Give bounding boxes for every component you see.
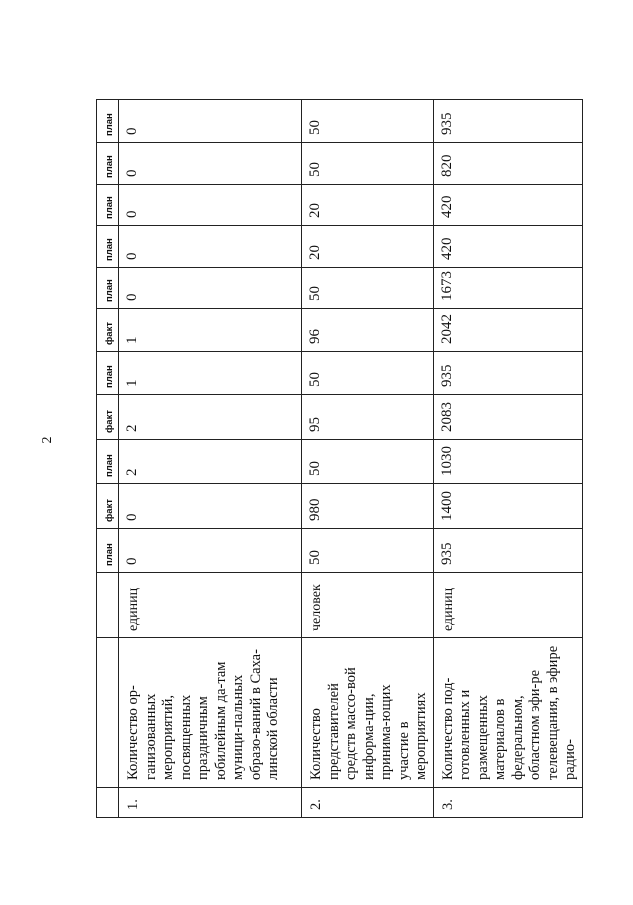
value-cell: 50 <box>302 352 434 395</box>
header-cell: факт <box>97 309 119 352</box>
header-cell: факт <box>97 484 119 529</box>
rotated-table-container <box>96 100 579 818</box>
header-cell: план <box>97 268 119 309</box>
row-unit: единиц <box>433 573 582 638</box>
header-no <box>97 788 119 818</box>
table-row <box>119 100 302 818</box>
value-cell: 50 <box>302 100 434 143</box>
value-cell: 820 <box>433 143 582 185</box>
value-cell: 420 <box>433 226 582 268</box>
value-cell: 0 <box>119 529 302 573</box>
value-cell: 980 <box>302 484 434 529</box>
indicators-table <box>96 99 583 818</box>
value-cell: 1030 <box>433 440 582 484</box>
header-cell: план <box>97 352 119 395</box>
header-cell: факт <box>97 395 119 440</box>
value-cell: 935 <box>433 529 582 573</box>
header-cell: план <box>97 440 119 484</box>
value-cell: 50 <box>302 143 434 185</box>
value-cell: 0 <box>119 185 302 226</box>
row-description: Количество ор-ганизованных мероприятий, посвященных праздничным юбилейным да-там муници-пальных образо-ваний в Саха-линской области <box>119 638 302 788</box>
row-description: Количество под-готовленных и размещенных материалов в федеральном, областном эфи-ре телевещания, в эфире радио- <box>433 638 582 788</box>
value-cell: 50 <box>302 529 434 573</box>
value-cell: 0 <box>119 143 302 185</box>
row-description: Количество представителей средств массо-вой информа-ции, принима-ющих участие в мероприятиях <box>302 638 434 788</box>
value-cell: 2 <box>119 395 302 440</box>
value-cell: 20 <box>302 185 434 226</box>
value-cell: 0 <box>119 226 302 268</box>
value-cell: 1673 <box>433 268 582 309</box>
value-cell: 0 <box>119 100 302 143</box>
header-cell: план <box>97 100 119 143</box>
header-cell: план <box>97 529 119 573</box>
table-row <box>433 100 582 818</box>
value-cell: 935 <box>433 352 582 395</box>
header-cell: план <box>97 185 119 226</box>
value-cell: 2083 <box>433 395 582 440</box>
row-number: 2. <box>302 788 434 818</box>
value-cell: 1 <box>119 352 302 395</box>
value-cell: 1 <box>119 309 302 352</box>
value-cell: 0 <box>119 484 302 529</box>
value-cell: 20 <box>302 226 434 268</box>
header-row <box>97 100 119 818</box>
header-cell: план <box>97 143 119 185</box>
value-cell: 935 <box>433 100 582 143</box>
value-cell: 0 <box>119 268 302 309</box>
table-row <box>302 100 434 818</box>
header-description <box>97 638 119 788</box>
row-number: 1. <box>119 788 302 818</box>
value-cell: 95 <box>302 395 434 440</box>
row-unit: человек <box>302 573 434 638</box>
header-unit <box>97 573 119 638</box>
value-cell: 420 <box>433 185 582 226</box>
value-cell: 2 <box>119 440 302 484</box>
value-cell: 50 <box>302 440 434 484</box>
row-unit: единиц <box>119 573 302 638</box>
value-cell: 2042 <box>433 309 582 352</box>
page-number: 2 <box>40 436 55 444</box>
header-cell: план <box>97 226 119 268</box>
value-cell: 1400 <box>433 484 582 529</box>
value-cell: 50 <box>302 268 434 309</box>
value-cell: 96 <box>302 309 434 352</box>
row-number: 3. <box>433 788 582 818</box>
